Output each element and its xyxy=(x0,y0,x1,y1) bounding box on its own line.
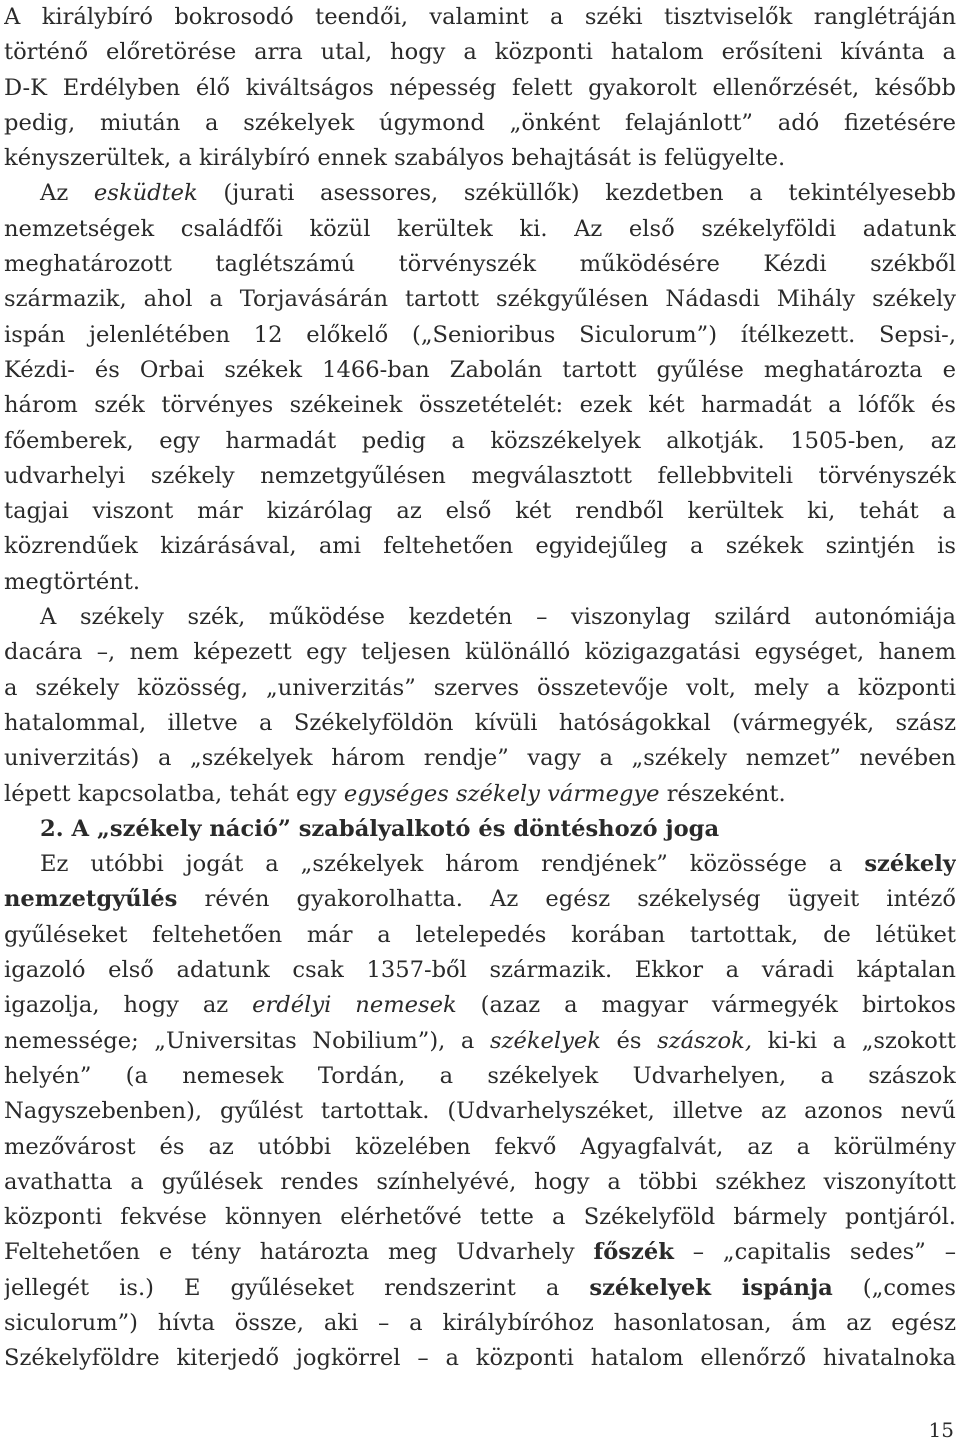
text-line xyxy=(4,1024,956,1059)
text-line: avathatta a gyűlések rendes színhelyévé, hogy a többi székhez viszonyított xyxy=(4,1168,956,1195)
text-line: történő előretörése arra utal, hogy a központi hatalom erősíteni kívánta a xyxy=(4,39,956,66)
text-run: részeként. xyxy=(659,780,786,807)
text-line xyxy=(4,176,956,211)
text-line: származik, ahol a Torjavásárán tartott székgyűlésen Nádasdi Mihály székely xyxy=(4,286,956,313)
paragraph-3 xyxy=(4,600,956,812)
paragraph-2 xyxy=(4,176,956,600)
bold-term: székelyek ispánja xyxy=(589,1274,833,1301)
text-line: udvarhelyi székely nemzetgyűlésen megválasztott fellebbviteli törvényszék xyxy=(4,462,956,489)
text-line: a székely közösség, „univerzitás” szerves összetevője volt, mely a központi xyxy=(4,674,956,701)
italic-term: esküdtek xyxy=(93,180,198,207)
text-run: („comes xyxy=(832,1274,956,1301)
text-line: pedig, miután a székelyek úgymond „önként felajánlott” adó fizetésére xyxy=(4,109,956,136)
text-line: siculorum”) hívta össze, aki – a királybíróhoz hasonlatosan, ám az egész xyxy=(4,1309,956,1336)
section-heading xyxy=(4,812,956,847)
text-line: mezővárost és az utóbbi közelében fekvő Agyagfalvát, az a körülmény xyxy=(4,1133,956,1160)
paragraph-1 xyxy=(4,0,956,176)
text-line: főemberek, egy harmadát pedig a közszékelyek alkotják. 1505-ben, az xyxy=(4,427,956,454)
text-line: dacára –, nem képezett egy teljesen különálló közigazgatási egységet, hanem xyxy=(4,639,956,666)
text-run: és xyxy=(600,1027,658,1054)
text-run: (jurati asessores, széküllők) kezdetben a tekintélyesebb xyxy=(197,180,956,207)
text-line xyxy=(4,1235,956,1270)
text-line: Kézdi- és Orbai székek 1466-ban Zabolán tartott gyűlése meghatározta e xyxy=(4,356,956,383)
text-line: meghatározott taglétszámú törvényszék működésére Kézdi székből xyxy=(4,251,956,278)
text-run: Ez utóbbi jogát a „székelyek három rendjének” közössége a xyxy=(40,851,865,878)
text-line: Nagyszebenben), gyűlést tartottak. (Udvarhelyszéket, illetve az azonos nevű xyxy=(4,1098,956,1125)
text-line: hatalommal, illetve a Székelyföldön kívüli hatóságokkal (vármegyék, szász xyxy=(4,709,956,736)
text-line: A királybíró bokrosodó teendői, valamint a széki tisztviselők ranglétráján xyxy=(4,4,956,30)
text-run: (azaz a magyar vármegyék birtokos xyxy=(456,992,956,1019)
text-line xyxy=(4,988,956,1023)
text-run: – „capitalis sedes” – xyxy=(673,1239,956,1266)
text-run: Feltehetően e tény határozta meg Udvarhely xyxy=(4,1239,594,1266)
text-line: helyén” (a nemesek Tordán, a székelyek Udvarhelyen, a szászok xyxy=(4,1062,956,1089)
text-line: D-K Erdélyben élő kiváltságos népesség felett gyakorolt ellenőrzését, később xyxy=(4,74,956,101)
text-run: jellegét is.) E gyűléseket rendszerint a xyxy=(4,1274,590,1301)
text-line xyxy=(4,882,956,917)
heading-text: 2. A „székely náció” szabályalkotó és döntéshozó joga xyxy=(40,815,720,842)
text-run: révén gyakorolhatta. Az egész székelység ügyeit intéző xyxy=(177,886,956,913)
text-line: megtörtént. xyxy=(4,568,141,595)
text-line xyxy=(4,847,956,882)
body-text xyxy=(4,0,956,1377)
text-line: ispán jelenlétében 12 előkelő („Senioribus Siculorum”) ítélkezett. Sepsi-, xyxy=(4,321,956,348)
text-line: tagjai viszont már kizárólag az első két rendből kerültek ki, tehát a xyxy=(4,498,956,525)
text-line xyxy=(4,1271,956,1306)
text-run: igazolja, hogy az xyxy=(4,992,253,1019)
text-line: gyűléseket feltehetően már a letelepedés korában tartottak, de létüket xyxy=(4,921,956,948)
italic-term: erdélyi nemesek xyxy=(252,992,457,1019)
bold-term: nemzetgyűlés xyxy=(4,886,178,913)
bold-term: főszék xyxy=(593,1239,674,1266)
text-line: központi fekvése könnyen elérhetővé tette a Székelyföld bármely pontjáról. xyxy=(4,1204,956,1231)
text-run: nemessége; „Universitas Nobilium”), a xyxy=(4,1027,490,1054)
italic-term: szászok, xyxy=(657,1027,753,1054)
text-run: lépett kapcsolatba, tehát egy xyxy=(4,780,344,807)
italic-term: egységes székely vármegye xyxy=(343,780,660,807)
text-line: A székely szék, működése kezdetén – viszonylag szilárd autonómiája xyxy=(40,604,956,631)
text-run: Az xyxy=(40,180,94,207)
text-line: nemzetségek családfői közül kerültek ki. Az első székelyföldi adatunk xyxy=(4,215,956,242)
text-line: kényszerültek, a királybíró ennek szabályos behajtását is felügyelte. xyxy=(4,145,786,172)
text-line xyxy=(4,777,956,812)
text-line: igazoló első adatunk csak 1357-ből származik. Ekkor a váradi káptalan xyxy=(4,957,956,984)
text-line: közrendűek kizárásával, ami feltehetően egyidejűleg a székek szintjén is xyxy=(4,533,956,560)
italic-term: székelyek xyxy=(489,1027,601,1054)
page-number: 15 xyxy=(928,1418,954,1442)
text-line: univerzitás) a „székelyek három rendje” vagy a „székely nemzet” nevében xyxy=(4,745,956,772)
text-line: három szék törvényes székeinek összetételét: ezek két harmadát a lófők és xyxy=(4,392,956,419)
text-run: ki-ki a „szokott xyxy=(752,1027,956,1054)
text-line: Székelyföldre kiterjedő jogkörrel – a központi hatalom ellenőrző hivatalnoka xyxy=(4,1345,956,1372)
paragraph-4 xyxy=(4,847,956,1376)
bold-term: székely xyxy=(864,851,956,878)
